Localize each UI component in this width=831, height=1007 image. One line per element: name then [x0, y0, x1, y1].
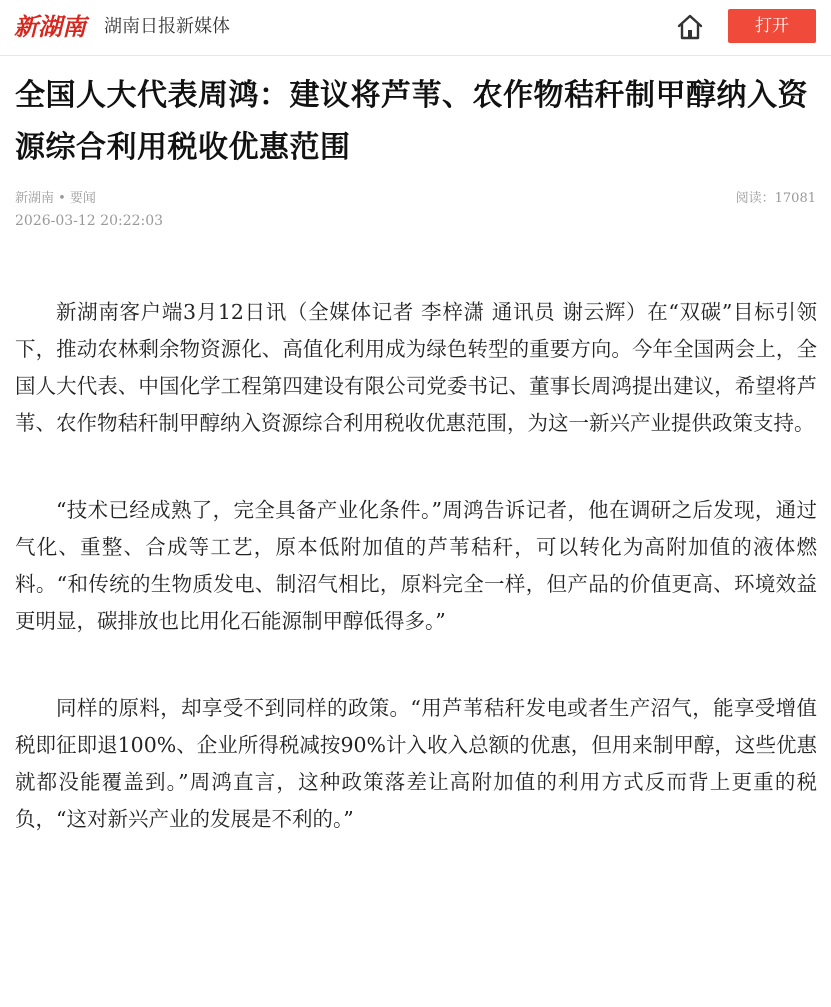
brand-logo[interactable]: 新湖南: [14, 12, 86, 41]
open-app-button[interactable]: 打开: [728, 9, 816, 43]
home-icon[interactable]: [675, 12, 705, 42]
article-title: 全国人大代表周鸿：建议将芦苇、农作物秸秆制甲醇纳入资源综合利用税收优惠范围: [15, 78, 808, 165]
article-paragraph: 新湖南客户端3月12日讯（全媒体记者 李梓潇 通讯员 谢云辉）在“双碳”目标引领下，推动农林剩余物资源化、高值化利用成为绿色转型的重要方向。今年全国两会上，全国人大代表、中国化学工程第四建设有限公司党委书记、董事长周鸿提出建议，希望将芦苇、农作物秸秆制甲醇纳入资源综合利用税收优惠范围，为这一新兴产业提供政策支持。: [15, 300, 817, 435]
article-body: [15, 294, 817, 888]
article-paragraph: “技术已经成熟了，完全具备产业化条件。”周鸿告诉记者，他在调研之后发现，通过气化、重整、合成等工艺，原本低附加值的芦苇秸秆，可以转化为高附加值的液体燃料。“和传统的生物质发电、制沼气相比，原料完全一样，但产品的价值更高、环境效益更明显，碳排放也比用化石能源制甲醇低得多。”: [15, 498, 817, 633]
brand-name: 湖南日报新媒体: [104, 16, 230, 37]
article-datetime: 2026-03-12 20:22:03: [15, 213, 164, 229]
article-paragraph: 同样的原料，却享受不到同样的政策。“用芦苇秸秆发电或者生产沼气，能享受增值税即征即退100%、企业所得税减按90%计入收入总额的优惠，但用来制甲醇，这些优惠就都没能覆盖到。”周鸿直言，这种政策落差让高附加值的利用方式反而背上更重的税负，“这对新兴产业的发展是不利的。”: [15, 696, 817, 831]
read-count: 阅读：17081: [735, 191, 816, 206]
top-bar: [0, 0, 831, 56]
article-source: 新湖南 • 要闻: [15, 191, 96, 206]
